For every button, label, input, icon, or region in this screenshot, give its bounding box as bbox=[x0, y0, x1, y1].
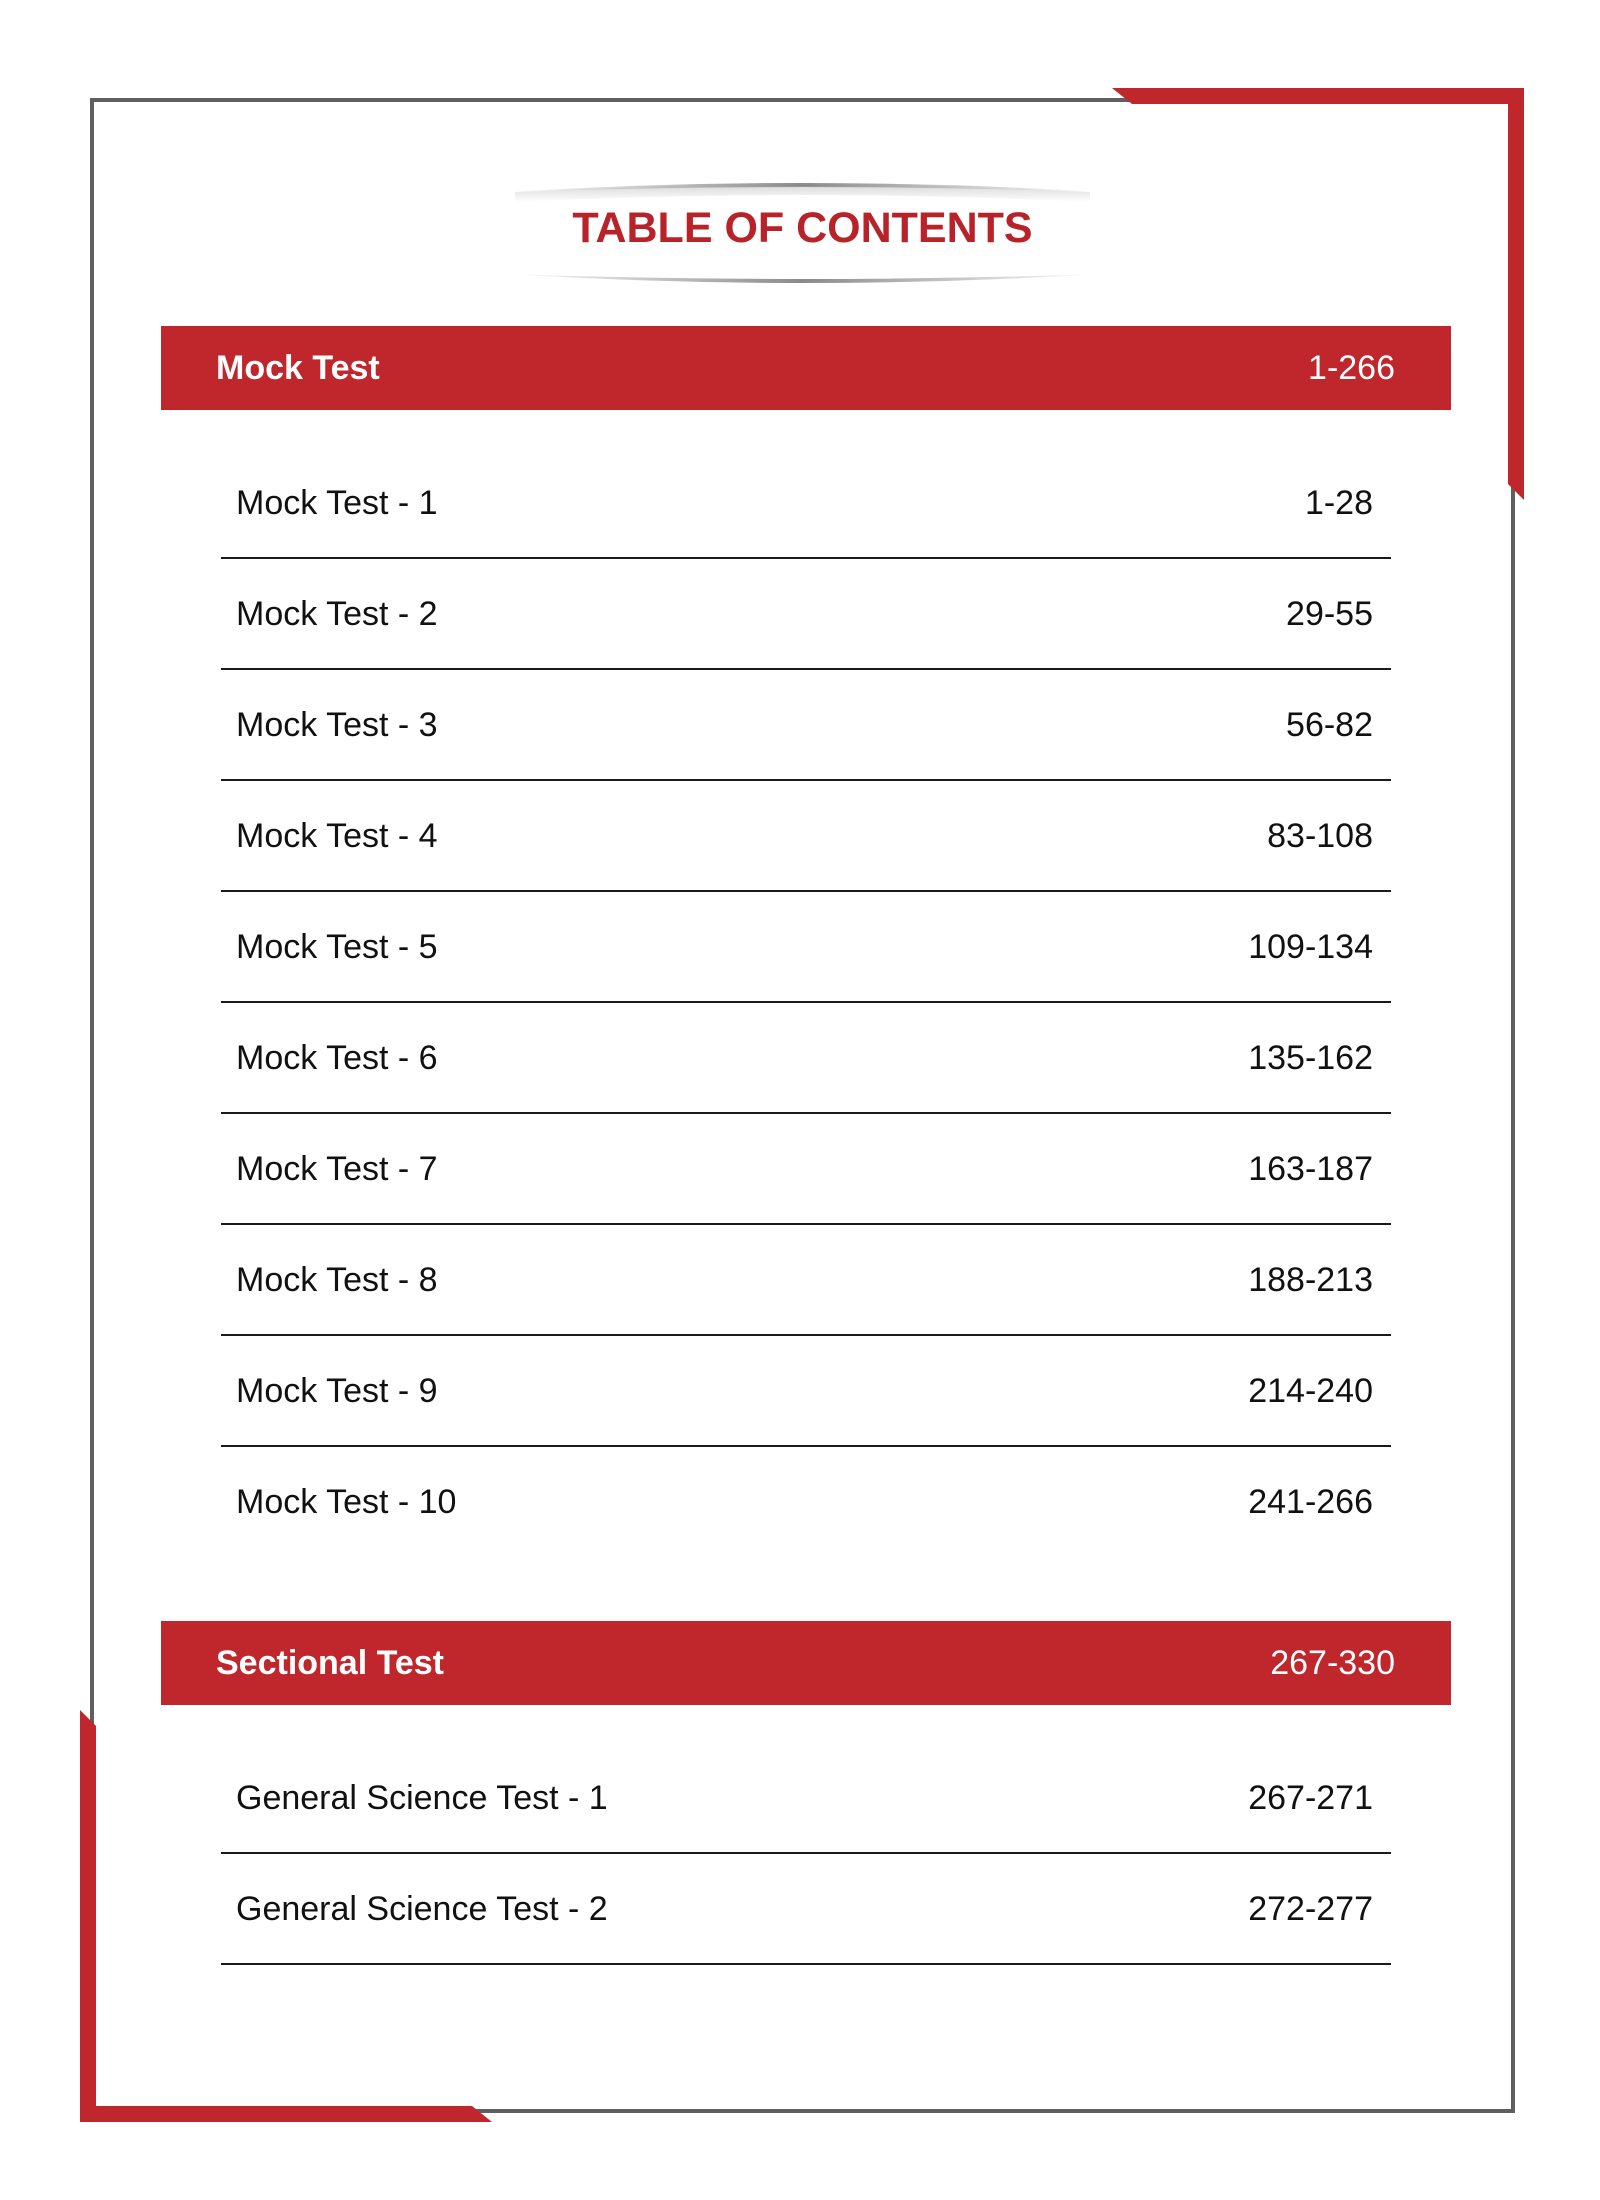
section-rows-sectional-test bbox=[221, 1743, 1391, 1965]
section-header-mock-test bbox=[161, 326, 1451, 410]
corner-accent-bottom-left bbox=[80, 2106, 492, 2122]
toc-row[interactable] bbox=[221, 1743, 1391, 1854]
toc-row-pages: 135-162 bbox=[1248, 1039, 1373, 1077]
toc-row-label: Mock Test - 6 bbox=[236, 1039, 438, 1077]
toc-row-pages: 267-271 bbox=[1248, 1779, 1373, 1817]
toc-row[interactable] bbox=[221, 1336, 1391, 1447]
toc-row-label: Mock Test - 7 bbox=[236, 1150, 438, 1188]
toc-row-label: Mock Test - 9 bbox=[236, 1372, 438, 1410]
title-ribbon bbox=[505, 178, 1100, 288]
toc-row-pages: 1-28 bbox=[1304, 484, 1373, 522]
toc-row-label: Mock Test - 5 bbox=[236, 928, 438, 966]
toc-row[interactable] bbox=[221, 1854, 1391, 1965]
toc-row-label: Mock Test - 2 bbox=[236, 595, 438, 633]
corner-accent-top-right bbox=[1112, 88, 1524, 104]
toc-row[interactable] bbox=[221, 1447, 1391, 1558]
toc-row-label: Mock Test - 10 bbox=[236, 1483, 457, 1521]
toc-row-label: Mock Test - 3 bbox=[236, 706, 438, 744]
section-title: Sectional Test bbox=[216, 1644, 444, 1682]
toc-row-pages: 56-82 bbox=[1286, 706, 1373, 744]
toc-row-pages: 29-55 bbox=[1286, 595, 1373, 633]
toc-row-label: General Science Test - 2 bbox=[236, 1890, 608, 1928]
toc-row-label: General Science Test - 1 bbox=[236, 1779, 608, 1817]
toc-row-label: Mock Test - 1 bbox=[236, 484, 438, 522]
section-page-range: 1-266 bbox=[1308, 349, 1395, 387]
section-page-range: 267-330 bbox=[1270, 1644, 1395, 1682]
toc-row[interactable] bbox=[221, 559, 1391, 670]
toc-row[interactable] bbox=[221, 670, 1391, 781]
corner-accent-bottom-left-vertical bbox=[80, 1710, 96, 2122]
toc-row[interactable] bbox=[221, 1114, 1391, 1225]
toc-row-pages: 188-213 bbox=[1248, 1261, 1373, 1299]
corner-accent-top-right-vertical bbox=[1508, 88, 1524, 500]
toc-row-pages: 214-240 bbox=[1248, 1372, 1373, 1410]
toc-row-pages: 241-266 bbox=[1248, 1483, 1373, 1521]
toc-row-pages: 163-187 bbox=[1248, 1150, 1373, 1188]
toc-row[interactable] bbox=[221, 781, 1391, 892]
toc-row-pages: 83-108 bbox=[1267, 817, 1373, 855]
page-title: TABLE OF CONTENTS bbox=[572, 204, 1033, 252]
toc-row-label: Mock Test - 4 bbox=[236, 817, 438, 855]
toc-row-pages: 109-134 bbox=[1248, 928, 1373, 966]
toc-row-pages: 272-277 bbox=[1248, 1890, 1373, 1928]
toc-row-label: Mock Test - 8 bbox=[236, 1261, 438, 1299]
toc-row[interactable] bbox=[221, 1003, 1391, 1114]
section-rows-mock-test bbox=[221, 448, 1391, 1558]
toc-row[interactable] bbox=[221, 1225, 1391, 1336]
toc-row[interactable] bbox=[221, 448, 1391, 559]
section-title: Mock Test bbox=[216, 349, 380, 387]
toc-row[interactable] bbox=[221, 892, 1391, 1003]
section-header-sectional-test bbox=[161, 1621, 1451, 1705]
